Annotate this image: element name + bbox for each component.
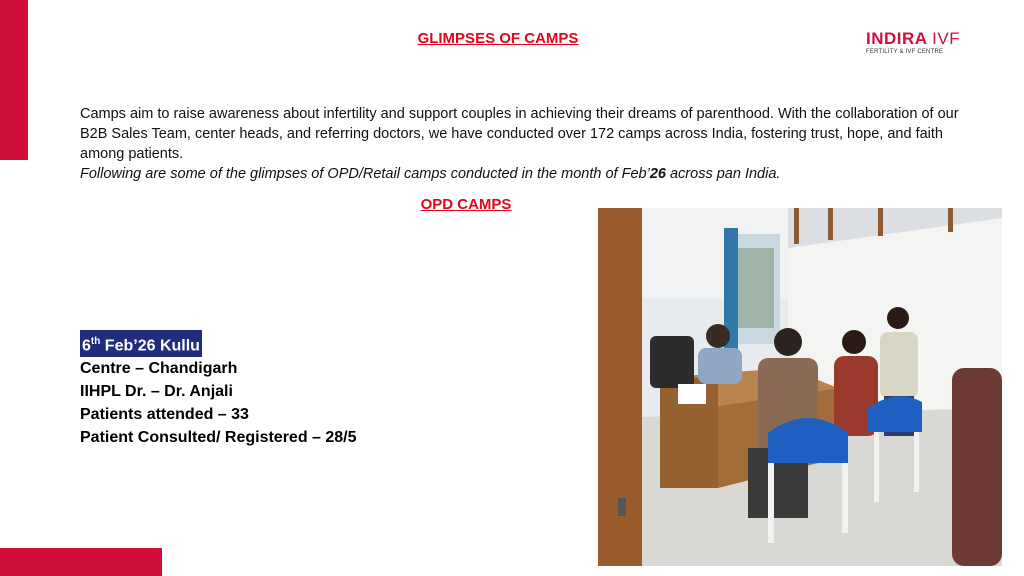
camp-date: 6th Feb’26 Kullu: [80, 330, 202, 357]
bottom-accent-bar: [0, 548, 162, 576]
logo-brand: INDIRA: [866, 29, 927, 48]
intro-paragraph: Camps aim to raise awareness about infertility and support couples in achieving their dreams of parenthood. With the collaboration of our B2B Sales Team, center heads, and referring doctors, we have conducted over 172 camps across India, fostering trust, hope, and faith among patients.: [80, 106, 959, 162]
camp-consulted-registered: Patient Consulted/ Registered – 28/5: [80, 429, 357, 447]
section-title: OPD CAMPS: [420, 196, 512, 213]
logo-tagline: FERTILITY & IVF CENTRE: [866, 49, 944, 55]
camp-patients-attended: Patients attended – 33: [80, 406, 249, 424]
left-accent-bar: [0, 0, 28, 160]
camp-photo: [598, 208, 1002, 566]
logo-brand-suffix: IVF: [932, 29, 961, 48]
indira-ivf-logo: [866, 30, 996, 60]
page-title: GLIMPSES OF CAMPS: [417, 30, 579, 47]
camp-doctor: IIHPL Dr. – Dr. Anjali: [80, 383, 233, 401]
camp-centre: Centre – Chandigarh: [80, 360, 238, 378]
camp-details: [80, 330, 357, 449]
logo-wordmark: [866, 30, 996, 48]
intro-text: [80, 104, 960, 184]
intro-followup: Following are some of the glimpses of OPD/Retail camps conducted in the month of Feb’26 across pan India.: [80, 166, 781, 182]
